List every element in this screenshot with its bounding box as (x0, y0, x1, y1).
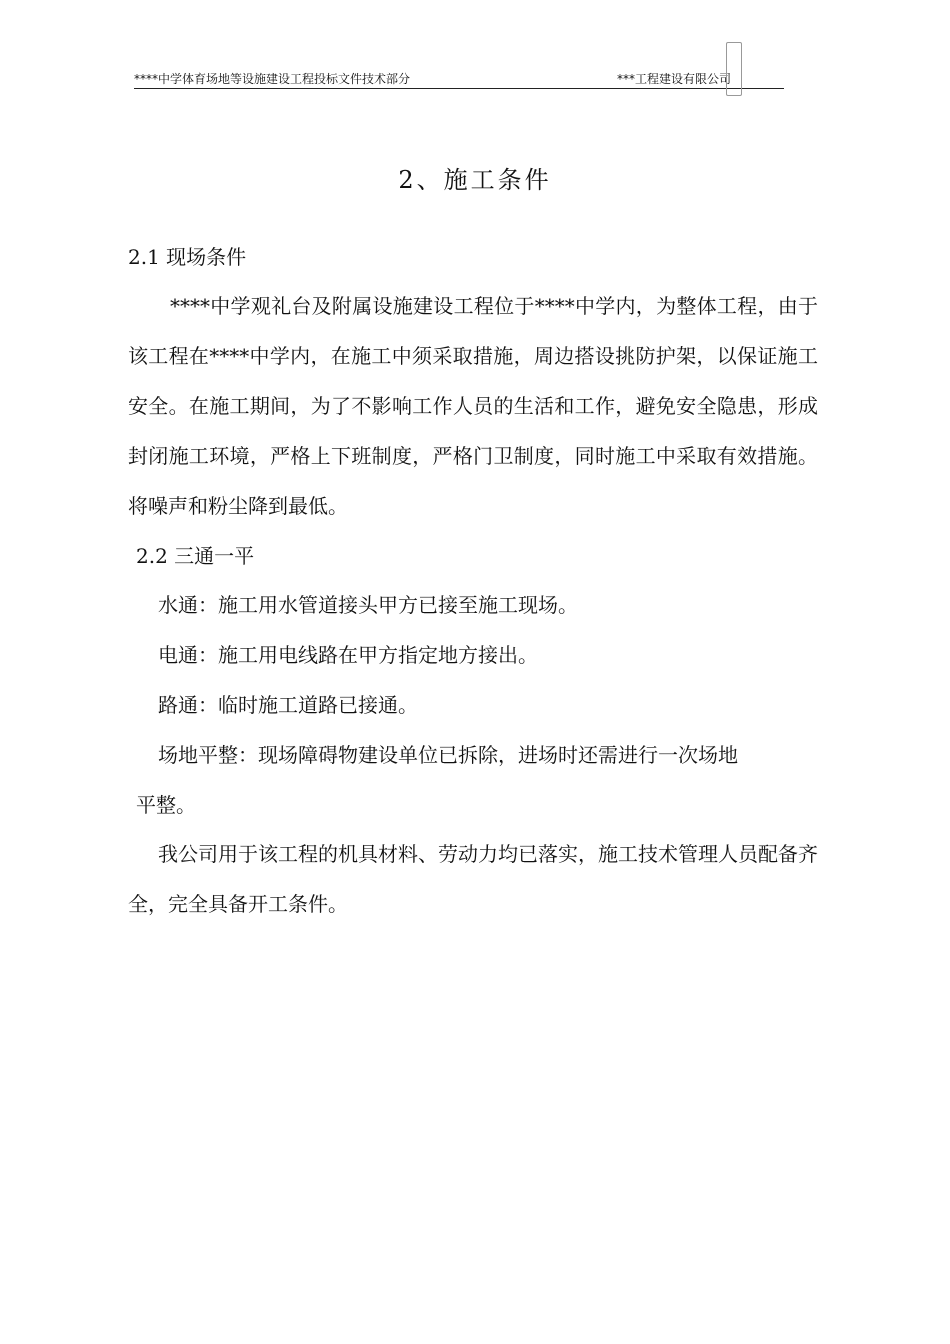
site-leveling-item-line2: 平整。 (136, 793, 196, 817)
page-header (134, 70, 784, 89)
water-connection-item: 水通：施工用水管道接头甲方已接至施工现场。 (158, 593, 578, 617)
site-leveling-item-line1: 场地平整：现场障碍物建设单位已拆除，进场时还需进行一次场地 (158, 743, 738, 767)
road-connection-item: 路通：临时施工道路已接通。 (158, 693, 418, 717)
closing-paragraph: 我公司用于该工程的机具材料、劳动力均已落实，施工技术管理人员配备齐全，完全具备开工条件。 (128, 842, 818, 916)
site-conditions-paragraph: ****中学观礼台及附属设施建设工程位于****中学内，为整体工程，由于该工程在****中学内，在施工中须采取措施，周边搭设挑防护架，以保证施工安全。在施工期间，为了不影响工作人员的生活和工作，避免安全隐患，形成封闭施工环境，严格上下班制度，严格门卫制度，同时施工中采取有效措施。将噪声和粉尘降到最低。 (128, 294, 818, 518)
page-title: 2、施工条件 (398, 166, 552, 194)
header-company-name: ***工程建设有限公司 (617, 72, 732, 86)
header-document-title: ****中学体育场地等设施建设工程投标文件技术部分 (134, 72, 411, 86)
header-marker-box (726, 42, 742, 96)
section-heading-three-connections: 2.2 三通一平 (136, 544, 255, 568)
section-heading-site-conditions: 2.1 现场条件 (128, 245, 247, 269)
electricity-connection-item: 电通：施工用电线路在甲方指定地方接出。 (158, 643, 538, 667)
